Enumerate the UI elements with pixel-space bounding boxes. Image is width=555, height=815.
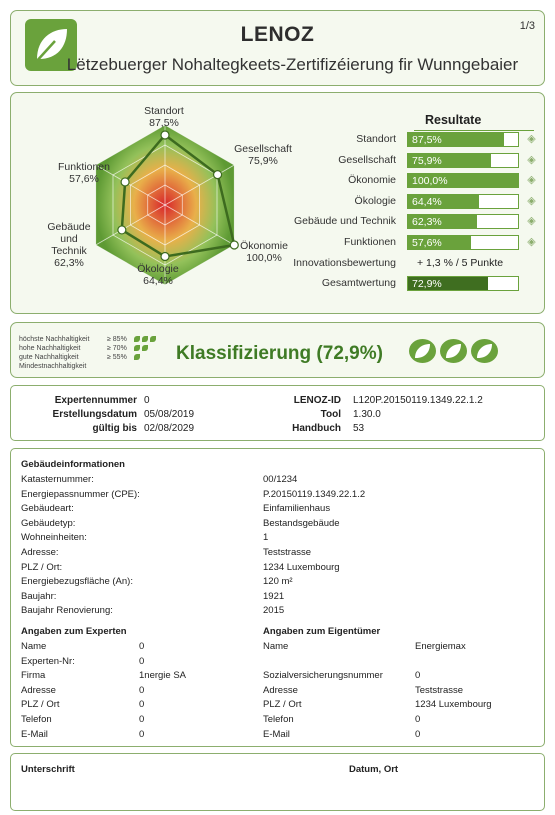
signature-panel	[10, 753, 545, 811]
location-icon: ◈	[527, 133, 536, 145]
result-name: Ökologie	[354, 194, 396, 207]
classification-legend-threshold: ≥ 85%	[107, 336, 127, 343]
classification-legend-label: gute Nachhaltigkeit	[19, 354, 79, 361]
small-leaf-icon	[134, 345, 140, 351]
result-row	[11, 193, 546, 210]
results-title: Resultate	[425, 113, 482, 127]
classification-title: Klassifizierung (72,9%)	[176, 343, 383, 364]
tool-value: 1.30.0	[353, 409, 381, 420]
building-field-value: 00/1234	[263, 474, 298, 485]
building-field-label: Baujahr Renovierung:	[21, 605, 113, 617]
lenoz-id-label: LENOZ-ID	[293, 395, 341, 406]
classification-legend-label: höchste Nachhaltigkeit	[19, 336, 90, 343]
building-field-value: Einfamilienhaus	[263, 503, 331, 515]
expert-field-value: 0	[139, 714, 145, 725]
building-field-value: 120 m²	[263, 576, 293, 588]
classification-legend-threshold: ≥ 70%	[107, 345, 127, 352]
manual-label: Handbuch	[292, 423, 341, 434]
expert-field-value: 0	[139, 728, 145, 740]
result-value: 57,6%	[412, 236, 442, 249]
result-bar	[407, 153, 519, 168]
small-leaf-icon	[142, 345, 148, 351]
result-bar	[407, 173, 519, 188]
radar-label-gesellschaft: Gesellschaft 75,9%	[234, 143, 292, 167]
owner-field-label: PLZ / Ort	[263, 699, 302, 711]
leaf-icon	[471, 339, 498, 363]
expert-field-value: 0	[139, 655, 145, 667]
result-value: 62,3%	[412, 216, 442, 228]
details-panel	[10, 448, 545, 747]
owner-field-label: Sozialversicherungsnummer	[263, 670, 383, 682]
expert-field-label: Telefon	[21, 714, 52, 725]
page-number: 1/3	[519, 20, 535, 32]
date-place-label: Datum, Ort	[349, 764, 399, 775]
result-value: 64,4%	[412, 195, 442, 208]
result-bar	[407, 132, 519, 147]
expert-field-label: PLZ / Ort	[21, 699, 60, 711]
result-value: 87,5%	[412, 134, 442, 146]
expert-field-label: Experten-Nr:	[21, 655, 75, 667]
expert-field-value: 0	[139, 684, 145, 696]
results-panel	[10, 92, 545, 314]
expert-field-value: 0	[139, 699, 145, 711]
building-field-label: Energiebezugsfläche (An):	[21, 576, 133, 588]
building-field-value: Teststrasse	[263, 547, 312, 558]
expert-field-value: 0	[139, 641, 145, 652]
result-value: 75,9%	[412, 154, 442, 167]
certificate-meta	[10, 385, 545, 441]
created-date-value: 05/08/2019	[144, 409, 195, 420]
piggy-bank-icon: ◈	[527, 174, 536, 186]
owner-field-value: 0	[415, 714, 421, 725]
page-subtitle: Lëtzebuerger Nohaltegkeets-Zertifizéierung fir Wunngebaier	[66, 55, 519, 74]
owner-field-value: 0	[415, 670, 421, 682]
result-row	[11, 172, 546, 189]
owner-field-value: 1234 Luxembourg	[415, 699, 492, 711]
innovation-label: Innovationsbewertung	[293, 257, 396, 269]
building-field-value: 1921	[263, 590, 285, 602]
network-icon: ◈	[527, 235, 536, 248]
total-value: 72,9%	[412, 278, 442, 290]
result-row	[11, 131, 546, 148]
result-row	[11, 152, 546, 169]
building-field-label: Gebäudeart:	[21, 503, 74, 515]
radar-label-funktionen: Funktionen 57,6%	[58, 161, 110, 185]
total-bar	[407, 276, 519, 291]
result-name: Ökonomie	[348, 174, 396, 186]
expert-info-title: Angaben zum Experten	[21, 626, 127, 637]
owner-field-label: E-Mail	[263, 728, 290, 740]
valid-until-value: 02/08/2029	[144, 423, 195, 434]
result-name: Gesellschaft	[338, 153, 396, 166]
building-field-value: 1234 Luxembourg	[263, 561, 340, 573]
expert-field-value: 1nergie SA	[139, 670, 187, 682]
page-title: LENOZ	[240, 23, 315, 46]
lenoz-id-value: L120P.20150119.1349.22.1.2	[353, 395, 483, 406]
building-field-label: Wohneinheiten:	[21, 532, 87, 544]
valid-until-label: gültig bis	[92, 423, 137, 434]
expert-number-label: Expertennummer	[54, 395, 137, 406]
owner-field-value: Energiemax	[415, 641, 466, 652]
classification-legend-threshold: ≥ 55%	[107, 354, 127, 361]
signature-label: Unterschrift	[21, 764, 75, 775]
result-name: Gebäude und Technik	[294, 215, 396, 227]
radar-label-gebaeude: Gebäude und Technik 62,3%	[47, 221, 91, 269]
total-label: Gesamtwertung	[321, 277, 396, 289]
building-field-value: 2015	[263, 605, 285, 617]
classification-legend-label: Mindestnachhaltigkeit	[19, 363, 87, 370]
expert-field-label: Firma	[21, 670, 46, 682]
building-field-value: 1	[263, 532, 269, 544]
building-field-label: Energiepassnummer (CPE):	[21, 488, 140, 500]
small-leaf-icon	[142, 336, 148, 342]
innovation-row	[11, 255, 546, 272]
owner-field-value: 0	[415, 728, 421, 740]
small-leaf-icon	[134, 354, 140, 360]
building-field-label: Katasternummer:	[21, 474, 94, 485]
result-bar	[407, 194, 519, 209]
header-panel	[10, 10, 545, 86]
classification-panel	[10, 322, 545, 378]
recycle-icon: ◈	[527, 194, 536, 207]
small-leaf-icon	[150, 336, 156, 342]
radar-label-standort: Standort 87,5%	[144, 105, 184, 129]
building-field-value: P.20150119.1349.22.1.2	[263, 488, 366, 500]
leaf-icon	[440, 339, 467, 363]
result-row	[11, 213, 546, 230]
people-icon: ◈	[527, 153, 536, 166]
result-bar	[407, 214, 519, 229]
radar-label-oekonomie: Ökonomie 100,0%	[240, 240, 288, 264]
owner-field-value: Teststrasse	[415, 684, 464, 696]
expert-field-label: Adresse	[21, 684, 56, 696]
result-value: 100,0%	[412, 175, 448, 187]
created-date-label: Erstellungsdatum	[52, 409, 137, 420]
building-field-label: Baujahr:	[21, 590, 57, 602]
expert-field-label: Name	[21, 641, 47, 652]
owner-field-label: Name	[263, 641, 289, 652]
building-field-label: PLZ / Ort:	[21, 561, 63, 573]
innovation-value: + 1,3 % / 5 Punkte	[417, 257, 504, 269]
tool-label: Tool	[320, 409, 341, 420]
leaf-icon	[409, 339, 436, 363]
building-info-title: Gebäudeinformationen	[21, 459, 125, 470]
expert-number-value: 0	[144, 395, 150, 406]
owner-field-label: Adresse	[263, 684, 298, 696]
building-field-label: Adresse:	[21, 547, 59, 558]
expert-field-label: E-Mail	[21, 728, 48, 740]
result-name: Funktionen	[344, 235, 396, 248]
owner-info-title: Angaben zum Eigentümer	[263, 626, 381, 637]
gear-icon: ◈	[527, 215, 536, 227]
result-row	[11, 234, 546, 251]
classification-legend-label: hohe Nachhaltigkeit	[19, 345, 81, 352]
manual-value: 53	[353, 423, 365, 434]
radar-label-oekologie: Ökologie 64,4%	[137, 263, 179, 287]
total-row	[11, 275, 546, 292]
small-leaf-icon	[134, 336, 140, 342]
result-name: Standort	[356, 133, 396, 145]
owner-field-label: Telefon	[263, 714, 294, 725]
building-field-value: Bestandsgebäude	[263, 517, 340, 529]
result-bar	[407, 235, 519, 250]
building-field-label: Gebäudetyp:	[21, 517, 76, 529]
